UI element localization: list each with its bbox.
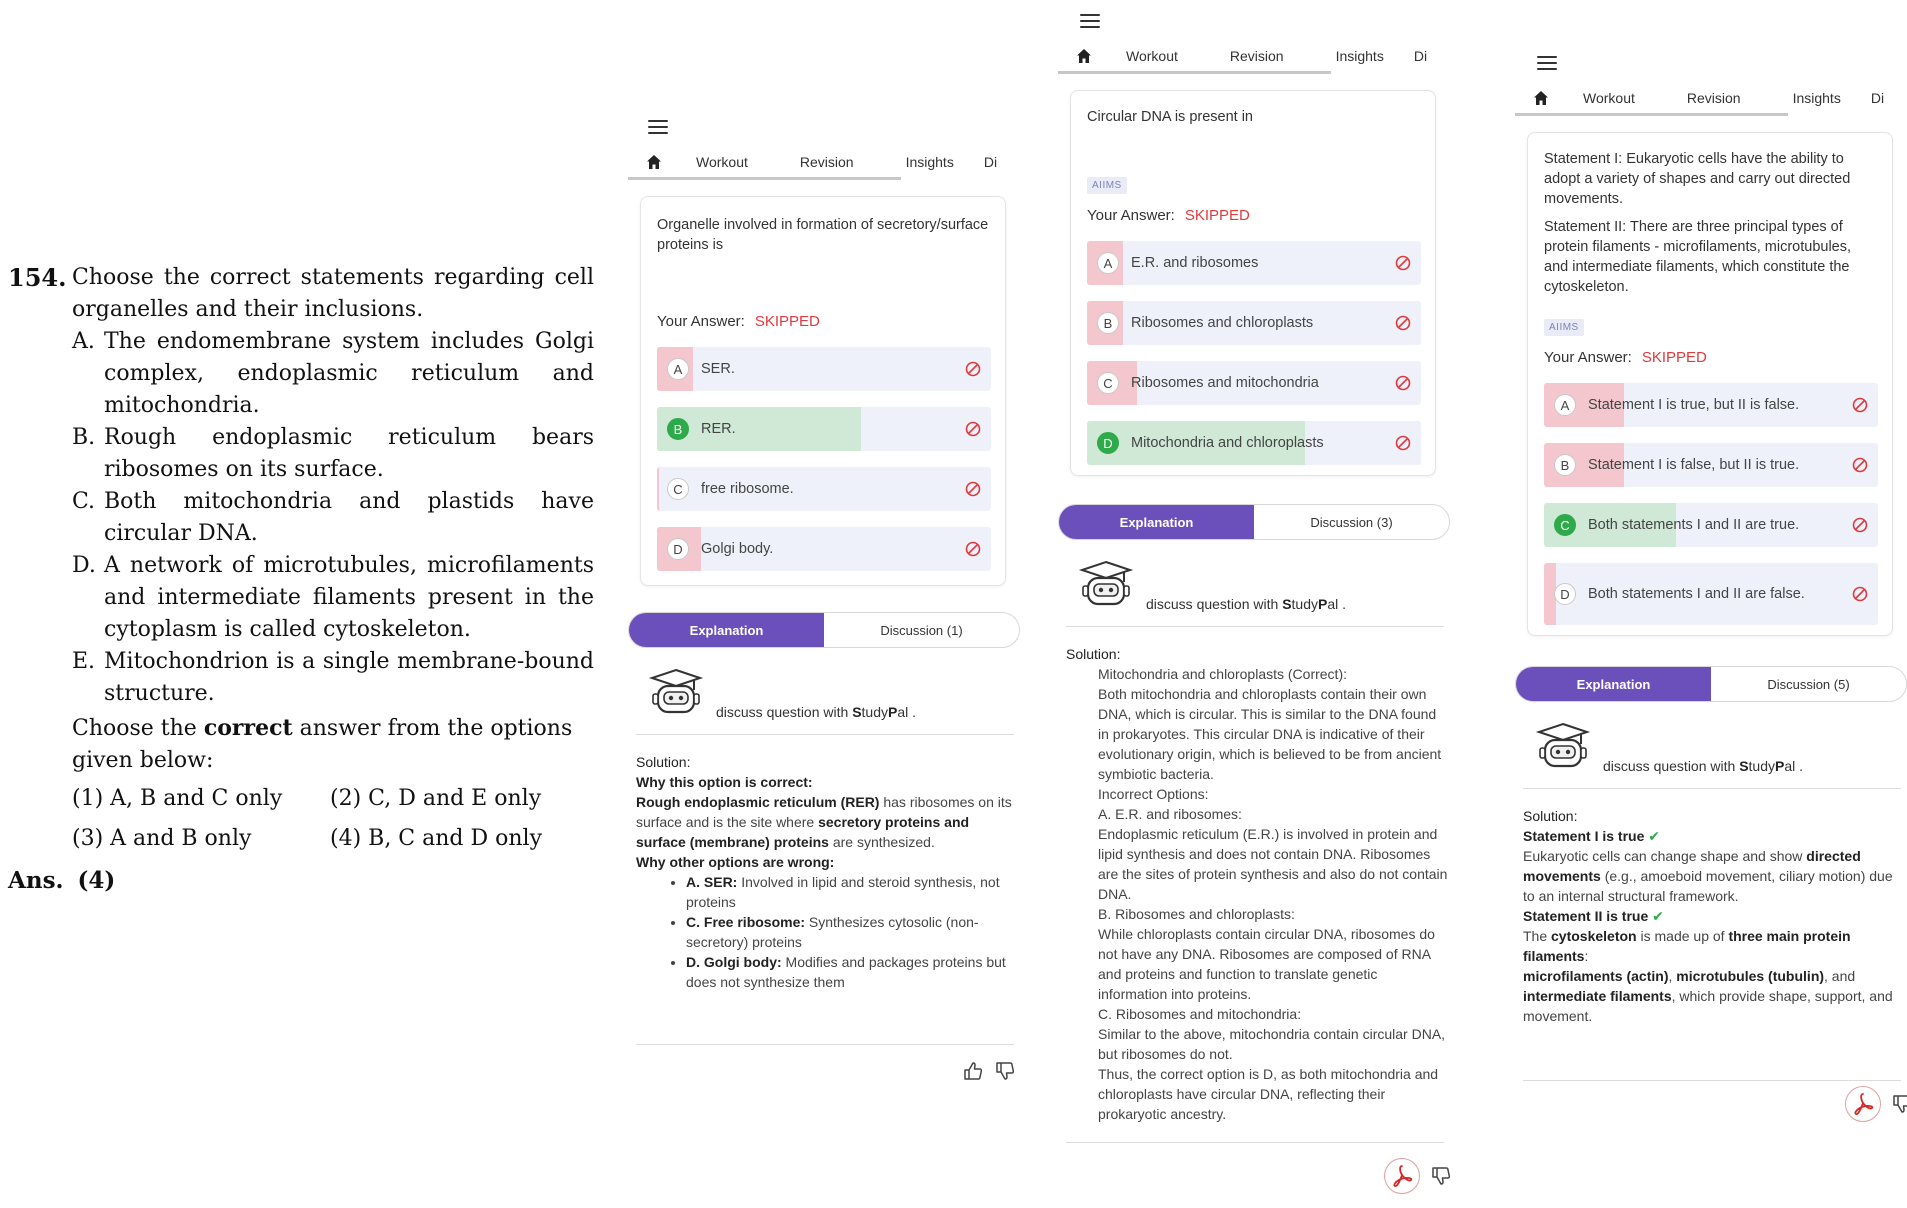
tab-discussion[interactable]: Discussion (5) — [1767, 676, 1850, 692]
solution-content: Solution: Mitochondria and chloroplasts (Correct): Both mitochondria and chloroplasts contain their own DNA, which is circular. This is similar to the DNA found in prokaryotes. This circular DNA is indicative of their evolutionary origin, which is believed to be from ancient symbiotic bacteria. Incorrect Options: A. E.R. and ribosomes: Endoplasmic reticulum (E.R.) is involved in protein and lipid synthesis and does not contain DNA. Ribosomes are the sites of protein synthesis and also do not contain DNA. B. Ribosomes and chloroplasts: While chloroplasts contain circular DNA, ribosomes do not have any DNA. Ribosomes are composed of RNA and proteins and function to translate genetic information into proteins. C. Ribosomes and mitochondria: Similar to the above, mitochondria contain circular DNA, but ribosomes do not. Thus, the correct option is D, as both mitochondria and chloroplasts have circular DNA, reflecting their prokaryotic ancestry. — [1066, 646, 1448, 1122]
ban-icon — [1852, 457, 1868, 473]
tab-more[interactable]: Di — [1870, 90, 1885, 106]
option-a[interactable]: A E.R. and ribosomes — [1087, 241, 1421, 285]
tab-more[interactable]: Di — [983, 154, 998, 170]
ban-icon — [965, 361, 981, 377]
option-b[interactable]: B Statement I is false, but II is true. — [1544, 443, 1878, 487]
divider — [1523, 1080, 1901, 1081]
skipped-status: SKIPPED — [1184, 207, 1250, 224]
tab-workout[interactable]: Workout — [1126, 48, 1178, 64]
skipped-status: SKIPPED — [1641, 349, 1707, 366]
answer: Ans. (4) — [8, 867, 116, 894]
check-icon: ✔ — [1652, 908, 1664, 924]
ban-icon — [1395, 315, 1411, 331]
option-d[interactable]: D Both statements I and II are false. — [1544, 563, 1878, 625]
ban-icon — [965, 541, 981, 557]
ban-icon — [965, 421, 981, 437]
question-card — [1527, 132, 1893, 636]
textbook-question — [8, 262, 594, 897]
explanation-toggle — [1058, 504, 1450, 540]
home-icon[interactable] — [1533, 84, 1549, 112]
option-1: (1) A, B and C only — [72, 786, 283, 811]
divider — [1066, 1142, 1444, 1143]
ban-icon — [1852, 517, 1868, 533]
statement-c: C. Both mitochondria and plastids have circular DNA. — [72, 489, 594, 546]
question-text: Choose the correct statements regarding cell organelles and their inclusions. — [72, 265, 594, 322]
tab-insights[interactable]: Insights — [1335, 48, 1384, 64]
divider — [636, 1044, 1014, 1045]
option-b[interactable]: B RER. — [657, 407, 991, 451]
tab-discussion[interactable]: Discussion (3) — [1310, 514, 1393, 530]
studypal-prompt[interactable]: discuss question with StudyPal . — [648, 668, 1008, 724]
tab-explanation[interactable]: Explanation — [1516, 667, 1711, 701]
choose-instruction: Choose the correct answer from the options given below: — [72, 715, 573, 773]
divider — [1066, 626, 1444, 627]
question-text — [1544, 149, 1876, 305]
statement-b: B. Rough endoplasmic reticulum bears ribosomes on its surface. — [72, 425, 594, 482]
tab-workout[interactable]: Workout — [696, 154, 748, 170]
tab-underline — [1515, 113, 1788, 116]
home-icon[interactable] — [646, 148, 662, 176]
tab-insights[interactable]: Insights — [1792, 90, 1841, 106]
thumbs-down-icon[interactable] — [1891, 1093, 1907, 1115]
pdf-icon[interactable] — [1845, 1086, 1881, 1122]
option-d[interactable]: D Mitochondria and chloroplasts — [1087, 421, 1421, 465]
option-4: (4) B, C and D only — [330, 826, 543, 851]
question-text: Circular DNA is present in — [1087, 109, 1253, 125]
divider — [636, 734, 1014, 735]
studypal-prompt[interactable]: discuss question with StudyPal . — [1535, 722, 1895, 778]
option-2: (2) C, D and E only — [330, 786, 542, 811]
explanation-toggle — [1515, 666, 1907, 702]
option-d[interactable]: D Golgi body. — [657, 527, 991, 571]
robot-graduate-icon — [648, 668, 704, 716]
question-number: 154. — [8, 263, 67, 292]
statement-d: D. A network of microtubules, microfilaments and intermediate filaments present in the cytoplasm is called cytoskeleton. — [72, 553, 594, 642]
question-text: Organelle involved in formation of secretory/surface proteins is — [657, 217, 989, 253]
tab-explanation[interactable]: Explanation — [629, 613, 824, 647]
skipped-status: SKIPPED — [754, 313, 820, 330]
solution-content: Solution: Statement I is true ✔ Eukaryotic cells can change shape and show directed movements (e.g., amoeboid movement, ciliary motion) due to an internal structural framework. Statement II is true ✔ The cytoskeleton is made up of three main protein filaments: microfilaments (actin), microtubules (tubulin), and intermediate filaments, which provide shape, support, and movement. — [1523, 808, 1893, 1024]
statement-1: Statement I: Eukaryotic cells have the ability to adopt a variety of shapes and carry out directed movements. — [1544, 151, 1851, 207]
nav-tabs — [628, 144, 1020, 180]
source-badge: AIIMS — [1544, 319, 1584, 336]
tab-insights[interactable]: Insights — [905, 154, 954, 170]
tab-revision[interactable]: Revision — [1686, 90, 1741, 106]
solution-content: Solution: Why this option is correct: Rough endoplasmic reticulum (RER) has ribosomes on its surface and is the site where secretory proteins and surface (membrane) proteins are synthesized. Why other options are wrong: • A. SER: Involved in lipid and steroid synthesis, not proteins • C. Free ribosome: Synthesizes cytosolic (non-secretory) proteins • D. Golgi body: Modifies and packages proteins but does not synthesize them — [636, 752, 1018, 992]
menu-icon[interactable] — [1537, 56, 1557, 70]
ban-icon — [1395, 255, 1411, 271]
option-a[interactable]: A SER. — [657, 347, 991, 391]
option-a[interactable]: A Statement I is true, but II is false. — [1544, 383, 1878, 427]
robot-graduate-icon — [1535, 722, 1591, 770]
quiz-panel-2 — [1058, 0, 1450, 1208]
option-3: (3) A and B only — [72, 826, 252, 851]
option-c[interactable]: C Both statements I and II are true. — [1544, 503, 1878, 547]
option-b[interactable]: B Ribosomes and chloroplasts — [1087, 301, 1421, 345]
tab-revision[interactable]: Revision — [799, 154, 854, 170]
check-icon: ✔ — [1648, 828, 1660, 844]
menu-icon[interactable] — [648, 120, 668, 134]
divider — [1523, 788, 1901, 789]
quiz-panel-1 — [628, 0, 1020, 1208]
ban-icon — [1852, 586, 1868, 602]
option-c[interactable]: C free ribosome. — [657, 467, 991, 511]
ban-icon — [1395, 435, 1411, 451]
ban-icon — [965, 481, 981, 497]
statement-a: A. The endomembrane system includes Golgi complex, endoplasmic reticulum and mitochondria. — [72, 329, 594, 418]
quiz-panel-3 — [1515, 0, 1907, 1208]
tab-revision[interactable]: Revision — [1229, 48, 1284, 64]
question-card — [1070, 90, 1436, 476]
tab-workout[interactable]: Workout — [1583, 90, 1635, 106]
tab-discussion[interactable]: Discussion (1) — [880, 622, 963, 638]
answer-options — [72, 783, 594, 855]
nav-tabs — [1058, 38, 1450, 74]
thumbs-down-icon[interactable] — [1430, 1165, 1452, 1187]
ban-icon — [1395, 375, 1411, 391]
option-c[interactable]: C Ribosomes and mitochondria — [1087, 361, 1421, 405]
nav-tabs — [1515, 80, 1907, 116]
home-icon[interactable] — [1076, 42, 1092, 70]
menu-icon[interactable] — [1080, 14, 1100, 28]
tab-underline — [1058, 71, 1331, 74]
tab-underline — [628, 177, 901, 180]
tab-explanation[interactable]: Explanation — [1059, 505, 1254, 539]
thumbs-up-icon[interactable] — [962, 1060, 984, 1082]
studypal-prompt[interactable]: discuss question with StudyPal . — [1078, 560, 1438, 616]
question-card — [640, 196, 1006, 586]
statement-2: Statement II: There are three principal types of protein filaments - microfilaments, microtubules, and intermediate filaments, which constitute the cytoskeleton. — [1544, 219, 1852, 295]
statement-e: E. Mitochondrion is a single membrane-bound structure. — [72, 649, 594, 706]
your-answer: Your Answer: SKIPPED — [1544, 349, 1707, 366]
your-answer: Your Answer: SKIPPED — [657, 313, 820, 330]
your-answer: Your Answer: SKIPPED — [1087, 207, 1250, 224]
ban-icon — [1852, 397, 1868, 413]
tab-more[interactable]: Di — [1413, 48, 1428, 64]
pdf-icon[interactable] — [1384, 1158, 1420, 1194]
source-badge: AIIMS — [1087, 177, 1127, 194]
explanation-toggle — [628, 612, 1020, 648]
robot-graduate-icon — [1078, 560, 1134, 608]
thumbs-down-icon[interactable] — [994, 1060, 1016, 1082]
